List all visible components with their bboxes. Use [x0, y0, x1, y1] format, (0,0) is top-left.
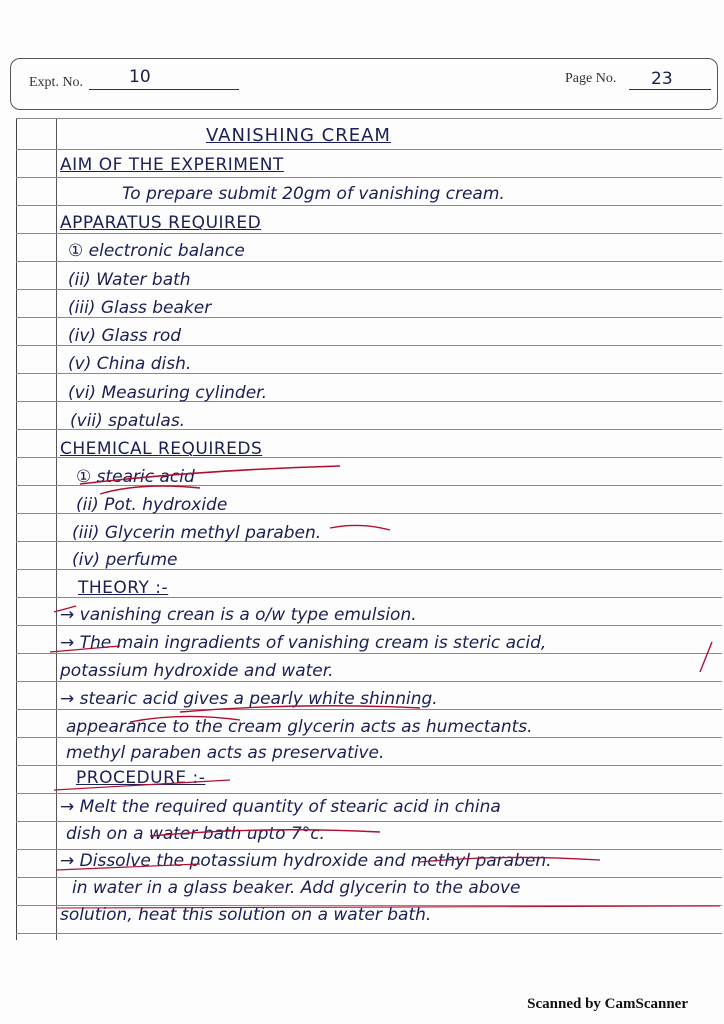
margin-line [56, 118, 57, 940]
page-no-line [629, 89, 711, 90]
rule-line [16, 653, 722, 654]
page-title: VANISHING CREAM [206, 125, 391, 146]
theory-line: potassium hydroxide and water. [60, 661, 334, 681]
page-no-label: Page No. [565, 71, 617, 86]
chemical-item: (ii) Pot. hydroxide [76, 495, 228, 515]
apparatus-item: ① electronic balance [68, 241, 245, 261]
rule-line [16, 205, 722, 206]
rule-line [16, 849, 722, 850]
apparatus-item: (vii) spatulas. [70, 411, 186, 431]
rule-line [16, 625, 722, 626]
procedure-line: in water in a glass beaker. Add glycerin to the above [72, 878, 521, 898]
rule-line [16, 118, 722, 119]
expt-no-label: Expt. No. [29, 75, 84, 90]
theory-line: methyl paraben acts as preservative. [66, 743, 385, 763]
expt-no-line [89, 89, 239, 90]
page-left-border [16, 118, 17, 940]
theory-line: → stearic acid gives a pearly white shinning. [60, 689, 438, 709]
procedure-line: dish on a water bath upto 7°c. [66, 824, 325, 844]
apparatus-item: (ii) Water bath [68, 270, 191, 290]
apparatus-item: (iii) Glass beaker [68, 298, 212, 318]
header-box [10, 58, 718, 110]
rule-line [16, 233, 722, 234]
procedure-line: → Melt the required quantity of stearic acid in china [60, 797, 501, 817]
theory-line: appearance to the cream glycerin acts as humectants. [66, 717, 533, 737]
rule-line [16, 737, 722, 738]
chemicals-heading: CHEMICAL REQUIREDS [60, 439, 263, 459]
expt-no-value: 10 [129, 67, 151, 87]
rule-line [16, 765, 722, 766]
chemical-item: ① stearic acid [76, 467, 195, 487]
procedure-heading: PROCEDURE :- [76, 768, 206, 788]
page-no-value: 23 [651, 69, 673, 89]
chemical-item: (iii) Glycerin methyl paraben. [72, 523, 322, 543]
rule-line [16, 821, 722, 822]
scanner-watermark: Scanned by CamScanner [527, 996, 688, 1012]
apparatus-heading: APPARATUS REQUIRED [60, 213, 262, 233]
rule-line [16, 793, 722, 794]
chemical-item: (iv) perfume [72, 550, 178, 570]
rule-line [16, 149, 722, 150]
theory-line: → The main ingradients of vanishing cream is steric acid, [60, 633, 547, 653]
rule-line [16, 177, 722, 178]
apparatus-item: (vi) Measuring cylinder. [68, 383, 268, 403]
aim-text: To prepare submit 20gm of vanishing cream. [122, 184, 505, 204]
apparatus-item: (iv) Glass rod [68, 326, 182, 346]
apparatus-item: (v) China dish. [68, 354, 192, 374]
aim-heading: AIM OF THE EXPERIMENT [60, 155, 284, 175]
theory-heading: THEORY :- [78, 578, 169, 598]
theory-line: → vanishing crean is a o/w type emulsion. [60, 605, 417, 625]
procedure-line: → Dissolve the potassium hydroxide and methyl paraben. [60, 851, 552, 871]
rule-line [16, 681, 722, 682]
rule-line [16, 709, 722, 710]
rule-line [16, 933, 722, 934]
procedure-line: solution, heat this solution on a water bath. [60, 905, 432, 925]
rule-line [16, 261, 722, 262]
